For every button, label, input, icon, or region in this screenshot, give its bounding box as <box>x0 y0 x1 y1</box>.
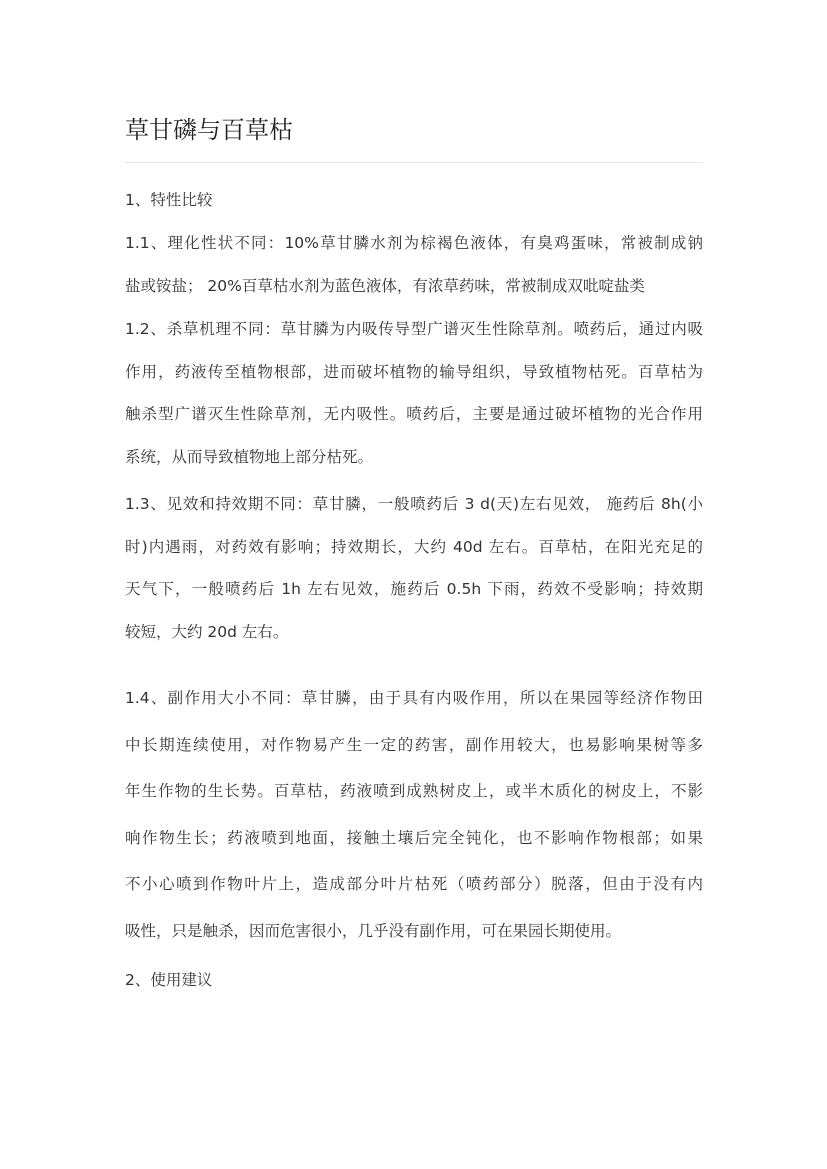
section-heading-1: 1、特性比较 <box>125 191 213 209</box>
paragraph-1-4 <box>125 684 703 946</box>
text-line: 触杀型广谱灭生性除草剂，无内吸性。喷药后，主要是通过破坏植物的光合作用 <box>125 405 703 423</box>
text-line: 1.2、杀草机理不同：草甘膦为内吸传导型广谱灭生性除草剂。喷药后，通过内吸 <box>125 320 703 338</box>
text-line: 作用，药液传至植物根部，进而破坏植物的输导组织，导致植物枯死。百草枯为 <box>125 362 703 381</box>
paragraph-1-3 <box>125 490 703 647</box>
section-heading-2: 2、使用建议 <box>125 971 213 989</box>
text-line: 1.1、理化性状不同：10%草甘膦水剂为棕褐色液体，有臭鸡蛋味，常被制成钠 <box>125 234 703 252</box>
text-line: 1.3、见效和持效期不同：草甘膦，一般喷药后 3 d(天)左右见效， 施药后 8h(小 <box>125 495 703 513</box>
text-line: 1.4、副作用大小不同：草甘膦，由于具有内吸作用，所以在果园等经济作物田 <box>125 689 703 707</box>
paragraph-1-2 <box>125 315 703 472</box>
text-line: 较短，大约 20d 左右。 <box>125 622 289 641</box>
text-line: 年生作物的生长势。百草枯，药液喷到成熟树皮上，或半木质化的树皮上，不影 <box>125 782 703 800</box>
text-line: 天气下，一般喷药后 1h 左右见效，施药后 0.5h 下雨，药效不受影响；持效期 <box>125 580 703 598</box>
text-line: 响作物生长；药液喷到地面，接触土壤后完全钝化，也不影响作物根部；如果 <box>125 828 703 847</box>
text-line: 时)内遇雨，对药效有影响；持效期长，大约 40d 左右。百草枯，在阳光充足的 <box>125 537 703 556</box>
text-line: 系统，从而导致植物地上部分枯死。 <box>125 447 374 466</box>
text-line: 盐或铵盐； 20%百草枯水剂为蓝色液体，有浓草药味，常被制成双吡啶盐类 <box>125 276 645 295</box>
page-title: 草甘磷与百草枯 <box>125 116 293 144</box>
text-line: 不小心喷到作物叶片上，造成部分叶片枯死（喷药部分）脱落，但由于没有内 <box>125 875 703 893</box>
text-line: 中长期连续使用，对作物易产生一定的药害，副作用较大，也易影响果树等多 <box>125 735 703 754</box>
paragraph-1-1 <box>125 229 703 301</box>
title-divider <box>125 162 703 163</box>
text-line: 吸性，只是触杀，因而危害很小，几乎没有副作用，可在果园长期使用。 <box>125 921 622 940</box>
